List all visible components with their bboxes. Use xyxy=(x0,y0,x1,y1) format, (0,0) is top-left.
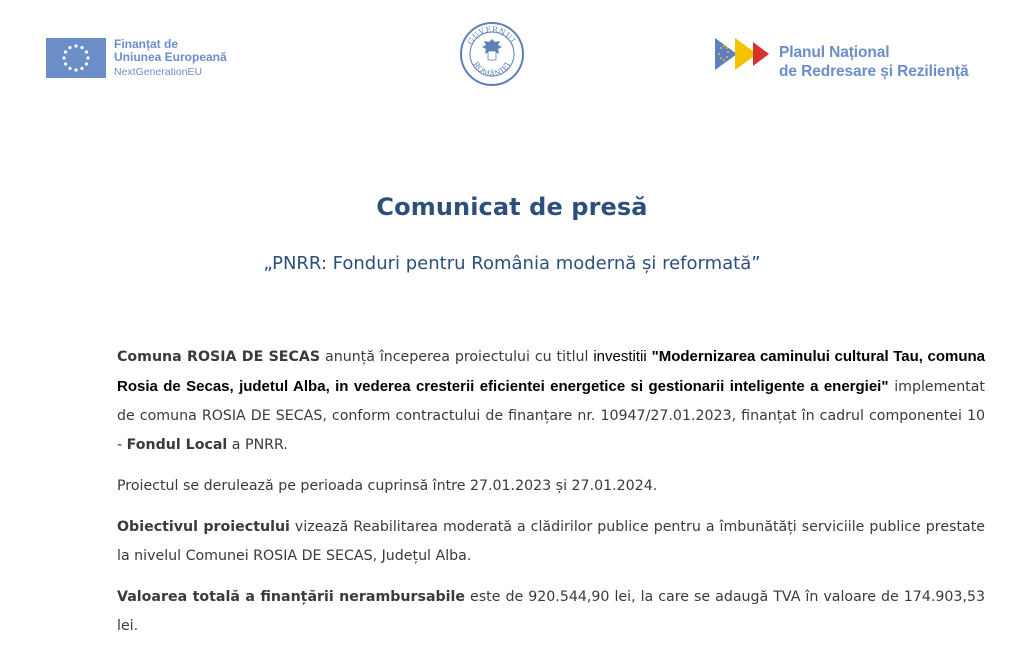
paragraph-value xyxy=(117,583,985,641)
investment-label: investitii xyxy=(593,348,647,365)
eu-funded-line1: Finanțat de xyxy=(114,37,179,51)
objective-text: vizează Reabilitarea moderată a clădirilor publice pentru a îmbunătăți serviciile publice prestate la nivelul Comunei ROSIA DE SECAS, Județul Alba. xyxy=(117,519,985,564)
value-label: Valoarea totală a finanțării nerambursabile xyxy=(117,589,466,605)
paragraph-announcement xyxy=(117,342,985,460)
value-text: este de 920.544,90 lei, la care se adaugă TVA în valoare de 174.903,53 lei. xyxy=(117,589,986,634)
pnrr-logo-icon xyxy=(713,36,777,72)
pnrr-line2: de Redresare și Reziliență xyxy=(779,63,969,80)
text-fragment: implementat de xyxy=(117,379,986,424)
text-fragment: anunță începerea proiectului cu titlul xyxy=(320,349,594,365)
implementer-name: comuna ROSIA DE SECAS xyxy=(139,408,323,424)
component-name: Fondul Local xyxy=(126,437,228,453)
project-title: "Modernizarea caminului cultural Tau, comuna Rosia de Secas, judetul Alba, in vederea cresterii eficientei energetice si gestionarii inteligente a energiei" xyxy=(117,348,985,395)
svg-text:GUVERNUL: GUVERNUL xyxy=(465,24,519,47)
beneficiary-name: Comuna ROSIA DE SECAS xyxy=(117,349,321,365)
paragraph-objective xyxy=(117,513,985,571)
eu-funded-line3: NextGenerationEU xyxy=(114,66,203,78)
text-fragment: a PNRR. xyxy=(227,437,288,453)
page-title: Comunicat de presă xyxy=(376,193,648,221)
eu-flag-icon xyxy=(46,38,106,78)
page-subtitle: „PNRR: Fonduri pentru România modernă și reformată” xyxy=(263,253,761,274)
press-release-body xyxy=(117,342,985,653)
government-seal-icon xyxy=(459,21,525,87)
objective-label: Obiectivul proiectului xyxy=(117,519,290,535)
paragraph-period: Proiectul se derulează pe perioada cuprinsă între 27.01.2023 și 27.01.2024. xyxy=(117,478,658,494)
pnrr-logo xyxy=(713,36,969,81)
text-fragment: , conform contractului de finanțare nr. 10947/27.01.2023, finanțat în cadrul componentei 10 - xyxy=(117,408,986,453)
pnrr-line1: Planul Național xyxy=(779,44,890,61)
svg-text:ROMÂNIEI: ROMÂNIEI xyxy=(471,60,513,79)
eu-funded-line2: Uniunea Europeană xyxy=(114,50,227,64)
eu-funding-logo xyxy=(46,38,227,79)
